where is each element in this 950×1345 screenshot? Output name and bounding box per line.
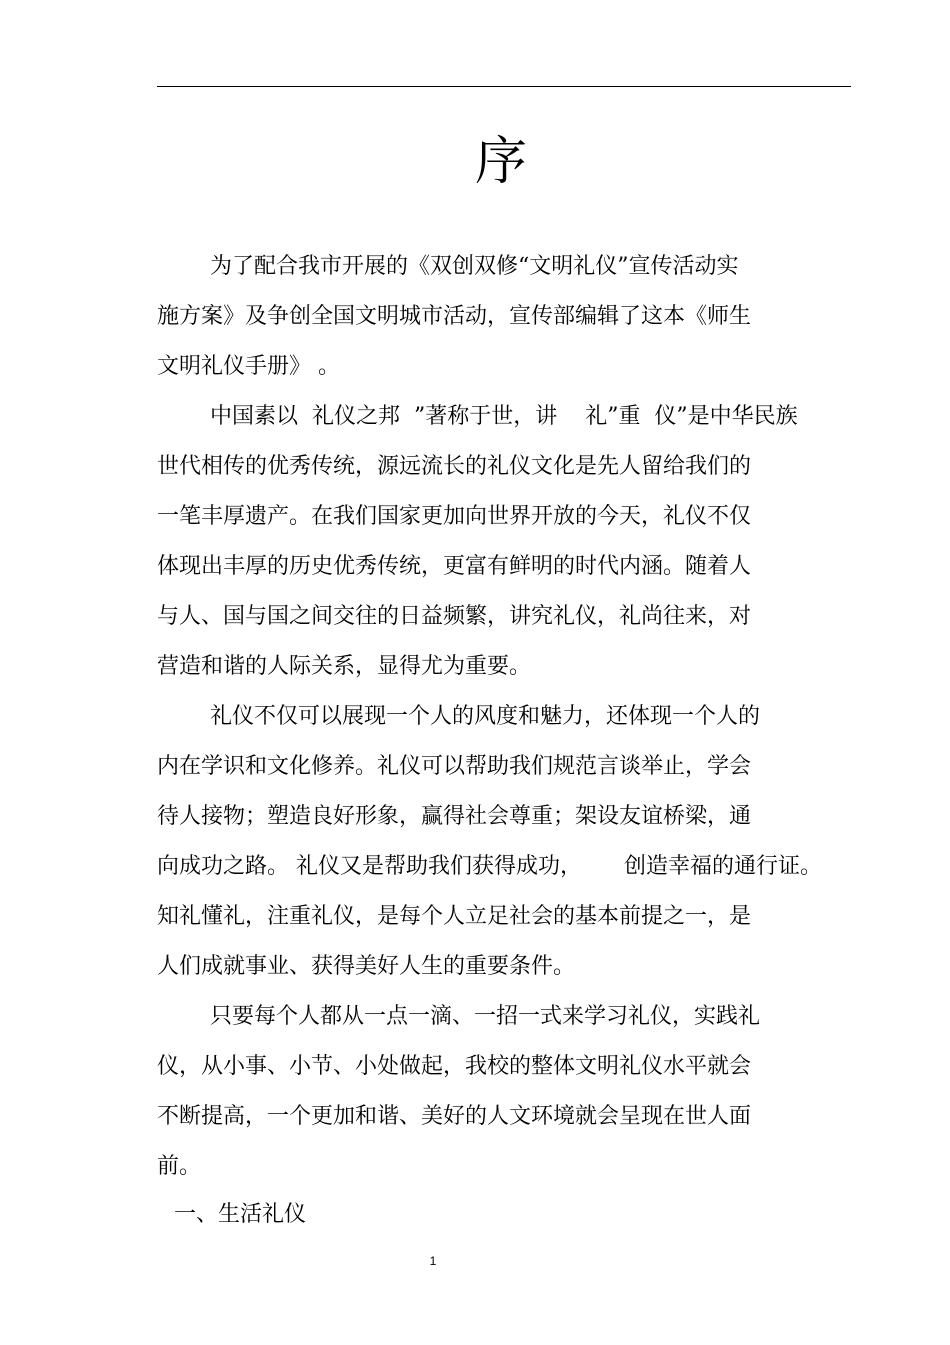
paragraph-3-line-5: 知礼懂礼，注重礼仪，是每个人立足社会的基本前提之一，是 — [157, 904, 752, 929]
paragraph-2-line-4: 体现出丰厚的历史优秀传统，更富有鲜明的时代内涵。随着人 — [157, 554, 752, 579]
paragraph-2-line-2: 世代相传的优秀传统，源远流长的礼仪文化是先人留给我们的 — [157, 454, 752, 479]
paragraph-1-line-1: 为了配合我市开展的《双创双修“文明礼仪”宣传活动实 — [210, 254, 739, 279]
paragraph-2-line-6: 营造和谐的人际关系，显得尤为重要。 — [157, 654, 532, 679]
paragraph-3-line-4: 向成功之路。 礼仪又是帮助我们获得成功， 创造幸福的通行证。 — [157, 854, 822, 879]
paragraph-4-line-1: 只要每个人都从一点一滴、一招一式来学习礼仪，实践礼 — [210, 1004, 761, 1029]
paragraph-2-line-5: 与人、国与国之间交往的日益频繁，讲究礼仪，礼尚往来，对 — [157, 604, 752, 629]
paragraph-2-line-3: 一笔丰厚遗产。在我们国家更加向世界开放的今天，礼仪不仅 — [157, 504, 752, 529]
paragraph-3-line-1: 礼仪不仅可以展现一个人的风度和魅力，还体现一个人的 — [210, 704, 761, 729]
paragraph-4-line-4: 前。 — [157, 1154, 202, 1179]
paragraph-1-line-2: 施方案》及争创全国文明城市活动，宣传部编辑了这本《师生 — [157, 304, 752, 329]
paragraph-3-line-6: 人们成就事业、获得美好人生的重要条件。 — [157, 954, 576, 979]
paragraph-4-line-3: 不断提高，一个更加和谐、美好的人文环境就会呈现在世人面 — [157, 1104, 752, 1129]
page-number: 1 — [429, 1254, 437, 1268]
paragraph-2-line-1: 中国素以 礼仪之邦 ”著称于世，讲 礼”重 仪”是中华民族 — [210, 404, 798, 429]
page-title: 序 — [474, 132, 527, 192]
paragraph-1-line-3: 文明礼仪手册》 。 — [157, 354, 340, 379]
paragraph-4-line-2: 仪，从小事、小节、小处做起，我校的整体文明礼仪水平就会 — [157, 1054, 752, 1079]
paragraph-3-line-2: 内在学识和文化修养。礼仪可以帮助我们规范言谈举止，学会 — [157, 754, 752, 779]
paragraph-3-line-3: 待人接物；塑造良好形象，赢得社会尊重；架设友谊桥梁，通 — [157, 804, 752, 829]
header-rule — [157, 86, 851, 87]
section-heading: 一、生活礼仪 — [174, 1202, 307, 1227]
